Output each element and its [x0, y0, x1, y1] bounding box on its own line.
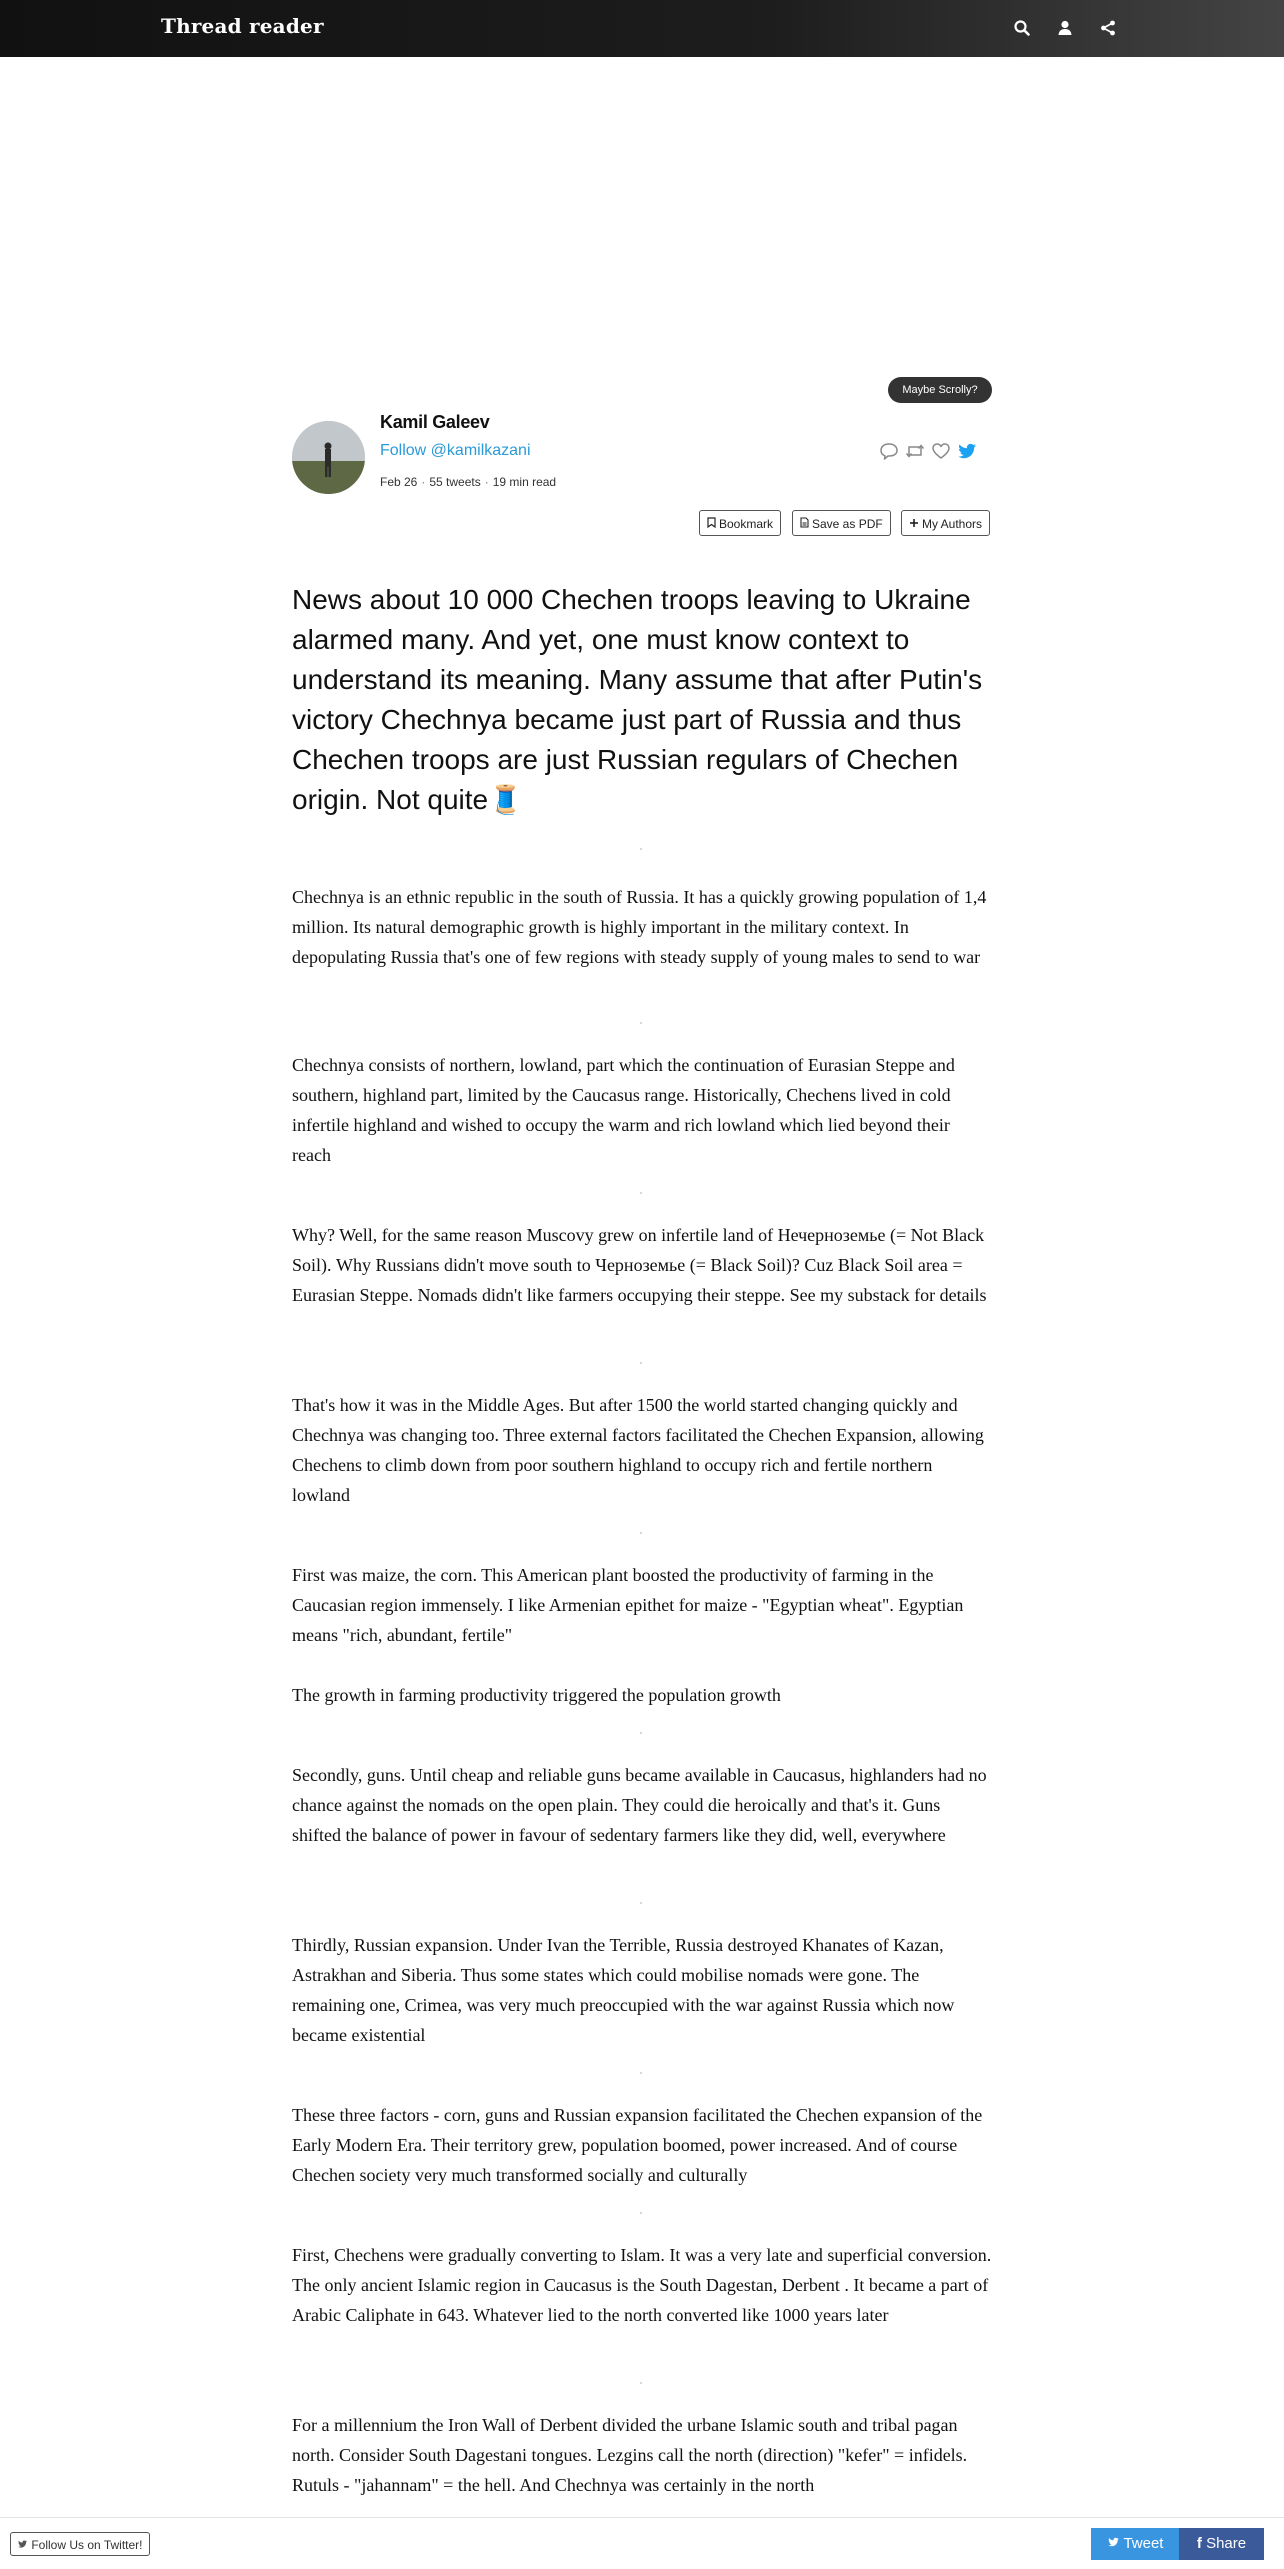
user-icon[interactable]	[1055, 18, 1075, 38]
tweet-separator	[640, 2382, 642, 2384]
heart-icon[interactable]	[930, 440, 952, 462]
tweet-share-button[interactable]	[1091, 2528, 1179, 2560]
tweet-separator	[640, 2072, 642, 2074]
my-authors-button[interactable]	[901, 510, 990, 536]
author-name[interactable]: Kamil Galeev	[380, 412, 490, 432]
tweet-text: Chechnya consists of northern, lowland, part which the continuation of Eurasian Steppe and southern, highland part, limited by the Caucasus range. Historically, Chechens lived in cold infertile highland and wished to occupy the warm and rich lowland which lied beyond their reach	[292, 1055, 955, 1165]
tweet-text: That's how it was in the Middle Ages. But after 1500 the world started changing quickly and Chechnya was changing too. Three external factors facilitated the Chechen Expansion, allowing Chechens to climb down from poor southern highland to occupy rich and fertile northern lowland	[292, 1395, 984, 1505]
tweet-text: Why? Well, for the same reason Muscovy grew on infertile land of Нечерноземье (= Not Black Soil). Why Russians didn't move south to Черноземье (= Black Soil)? Cuz Black Soil area = Eurasian Steppe. Nomads didn't like farmers occupying their steppe. See my substack for details	[292, 1225, 987, 1305]
tweet-text: Thirdly, Russian expansion. Under Ivan the Terrible, Russia destroyed Khanates of Kazan, Astrakhan and Siberia. Thus some states which could mobilise nomads were gone. The remaining one, Crimea, was very much preoccupied with the war against Russia which now became existential	[292, 1935, 955, 2045]
bottom-share-bar	[0, 2517, 1284, 2569]
tweet-separator	[640, 2212, 642, 2214]
tweet-count: 55 tweets	[429, 475, 481, 489]
plus-icon	[909, 511, 919, 537]
tweet-text: Secondly, guns. Until cheap and reliable guns became available in Caucasus, highlanders had no chance against the nomads on the open plain. They could die heroically and that's it. Guns shifted the balance of power in favour of sedentary farmers like they did, well, everywhere	[292, 1765, 987, 1845]
logo-text-thread: Thread	[161, 14, 242, 38]
tweet-text: Chechnya is an ethnic republic in the south of Russia. It has a quickly growing population of 1,4 million. Its natural demographic growth is highly important in the military context. In depopulating Russia that's one of few regions with steady supply of young males to send to war	[292, 887, 987, 967]
tweet-separator	[640, 848, 642, 850]
maybe-scrolly-button[interactable]: Maybe Scrolly?	[888, 377, 992, 403]
tweet-text: First was maize, the corn. This American plant boosted the productivity of farming in the Caucasian region immensely. I like Armenian epithet for maize - "Egyptian wheat". Egyptian means "rich, abundant, fertile"	[292, 1565, 964, 1645]
threadreader-logo[interactable]	[161, 14, 324, 38]
my-authors-label: My Authors	[922, 517, 983, 531]
meta-separator: ·	[484, 475, 489, 489]
facebook-icon: f	[1196, 2535, 1202, 2552]
share-icon[interactable]	[1098, 18, 1118, 38]
tweet-text: These three factors - corn, guns and Russian expansion facilitated the Chechen expansion of the Early Modern Era. Their territory grew, population boomed, power increased. And of course Chechen society very much transformed socially and culturally	[292, 2105, 983, 2185]
save-as-pdf-label: Save as PDF	[812, 517, 883, 531]
tweet-text: First, Chechens were gradually converting to Islam. It was a very late and superficial conversion. The only ancient Islamic region in Caucasus is the South Dagestan, Derbent . It became a part of Arabic Caliphate in 643. Whatever lied to the north converted like 1000 years later	[292, 2245, 992, 2325]
twitter-icon	[1107, 2535, 1124, 2552]
bookmark-button[interactable]	[699, 510, 781, 536]
follow-us-label: Follow Us on Twitter!	[31, 2538, 143, 2552]
tweet-separator	[640, 1192, 642, 1194]
tweet-text: For a millennium the Iron Wall of Derbent divided the urbane Islamic south and tribal pagan north. Consider South Dagestani tongues. Lezgins call the north (direction) "kefer" = infidels. Rutuls - "jahannam" = the hell. And Chechnya was certainly in the north	[292, 2415, 968, 2495]
tweet-separator	[640, 1732, 642, 1734]
tweet-separator	[640, 1022, 642, 1024]
thread-lead-tweet: News about 10 000 Chechen troops leaving to Ukraine alarmed many. And yet, one must know context to understand its meaning. Many assume that after Putin's victory Chechnya became just part of Russia and thus Chechen troops are just Russian regulars of Chechen origin. Not quite🧵	[292, 584, 983, 815]
bookmark-label: Bookmark	[719, 517, 774, 531]
tweet-separator	[640, 1902, 642, 1904]
follow-author-link[interactable]: Follow @kamilkazani	[380, 442, 531, 459]
tweet-separator	[640, 1362, 642, 1364]
tweet-separator	[640, 1532, 642, 1534]
thread-meta	[380, 475, 556, 489]
author-avatar[interactable]	[292, 421, 365, 494]
meta-separator: ·	[421, 475, 426, 489]
retweet-icon[interactable]	[904, 440, 926, 462]
thread-date: Feb 26	[380, 475, 418, 489]
top-navbar	[0, 0, 1284, 57]
save-as-pdf-button[interactable]	[792, 510, 891, 536]
facebook-share-button[interactable]	[1179, 2528, 1264, 2560]
logo-text-reader: reader	[249, 14, 324, 38]
follow-us-twitter-button[interactable]	[10, 2532, 150, 2556]
tweet-share-label: Tweet	[1123, 2535, 1164, 2552]
twitter-icon[interactable]	[956, 440, 978, 462]
facebook-share-label: Share	[1206, 2535, 1247, 2552]
bookmark-icon	[707, 511, 716, 537]
pdf-file-icon	[800, 511, 809, 537]
read-time: 19 min read	[492, 475, 557, 489]
search-icon[interactable]	[1012, 18, 1032, 38]
twitter-icon	[17, 2538, 31, 2552]
tweet-text: The growth in farming productivity triggered the population growth	[292, 1685, 781, 1705]
reply-icon[interactable]	[878, 440, 900, 462]
